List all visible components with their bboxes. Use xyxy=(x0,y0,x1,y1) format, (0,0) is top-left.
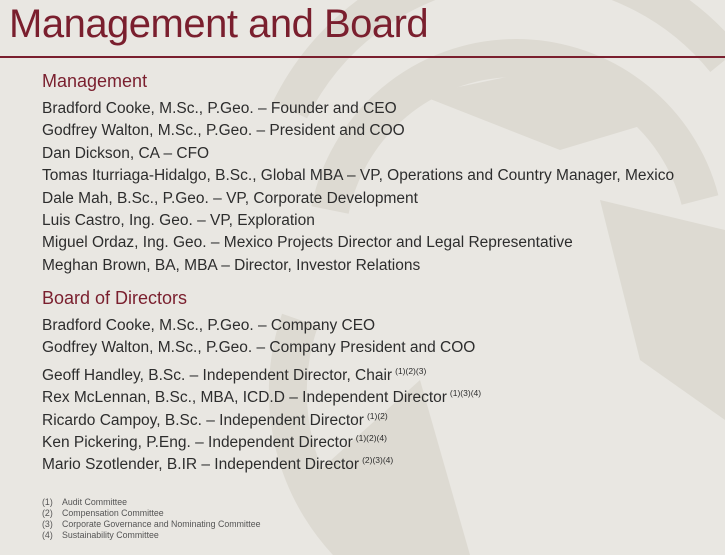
management-member-text: Meghan Brown, BA, MBA – Director, Investor Relations xyxy=(42,256,421,274)
management-member xyxy=(42,232,674,254)
board-member-text: Ken Pickering, P.Eng. – Independent Director xyxy=(42,433,353,451)
management-heading: Management xyxy=(42,71,148,91)
management-member-text: Bradford Cooke, M.Sc., P.Geo. – Founder and CEO xyxy=(42,100,397,117)
footnote-number: (3) xyxy=(42,519,53,529)
management-member-text: Miguel Ordaz, Ing. Geo. – Mexico Projects Director and Legal Representative xyxy=(42,234,573,252)
committee-refs: (1)(2)(3) xyxy=(395,365,427,376)
footnote-label: Corporate Governance and Nominating Committee xyxy=(62,519,261,529)
board-member xyxy=(42,449,481,474)
title-divider xyxy=(0,56,725,58)
management-member-text: Dan Dickson, CA – CFO xyxy=(42,144,210,162)
footnote-number: (2) xyxy=(42,508,53,518)
management-member-text: Godfrey Walton, M.Sc., P.Geo. – President and COO xyxy=(42,122,405,140)
management-member xyxy=(42,255,674,277)
management-list xyxy=(42,98,674,277)
management-member-text: Dale Mah, B.Sc., P.Geo. – VP, Corporate Development xyxy=(42,189,418,207)
footnote xyxy=(42,530,261,541)
board-member-text: Geoff Handley, B.Sc. – Independent Director, Chair xyxy=(42,366,393,384)
board-member-text: Bradford Cooke, M.Sc., P.Geo. – Company CEO xyxy=(42,317,376,334)
board-member-text: Ricardo Campoy, B.Sc. – Independent Director xyxy=(42,411,364,429)
board-list xyxy=(42,315,481,472)
footnote xyxy=(42,508,261,519)
board-member xyxy=(42,315,481,337)
board-member-text: Godfrey Walton, M.Sc., P.Geo. – Company President and COO xyxy=(42,339,476,357)
committee-refs: (1)(2) xyxy=(366,410,388,421)
management-member xyxy=(42,165,674,187)
footnote xyxy=(42,519,261,530)
board-member xyxy=(42,427,481,449)
footnote xyxy=(42,497,261,508)
committee-footnotes xyxy=(42,497,261,541)
committee-refs: (1)(2)(4) xyxy=(355,432,387,443)
management-member xyxy=(42,188,674,210)
board-member-text: Mario Szotlender, B.IR – Independent Director xyxy=(42,456,360,474)
page-title: Management and Board xyxy=(9,2,429,46)
management-member-text: Tomas Iturriaga-Hidalgo, B.Sc., Global MBA – VP, Operations and Country Manager, Mexico xyxy=(42,167,675,185)
footnote-number: (4) xyxy=(42,530,53,540)
committee-refs: (1)(3)(4) xyxy=(449,388,482,399)
board-member xyxy=(42,382,482,407)
board-member-text: Rex McLennan, B.Sc., MBA, ICD.D – Independent Director xyxy=(42,389,447,407)
board-member xyxy=(42,405,481,427)
board-member xyxy=(42,360,481,382)
management-member xyxy=(42,143,674,165)
footnote-label: Sustainability Committee xyxy=(62,530,159,540)
footnote-number: (1) xyxy=(42,497,53,507)
board-member xyxy=(42,337,481,359)
footnote-label: Compensation Committee xyxy=(62,508,164,518)
management-member-text: Luis Castro, Ing. Geo. – VP, Exploration xyxy=(42,211,315,229)
management-member xyxy=(42,210,674,232)
management-member xyxy=(42,98,674,120)
footnote-label: Audit Committee xyxy=(62,497,128,507)
management-member xyxy=(42,120,674,142)
committee-refs: (2)(3)(4) xyxy=(362,455,394,466)
board-heading: Board of Directors xyxy=(42,288,188,308)
